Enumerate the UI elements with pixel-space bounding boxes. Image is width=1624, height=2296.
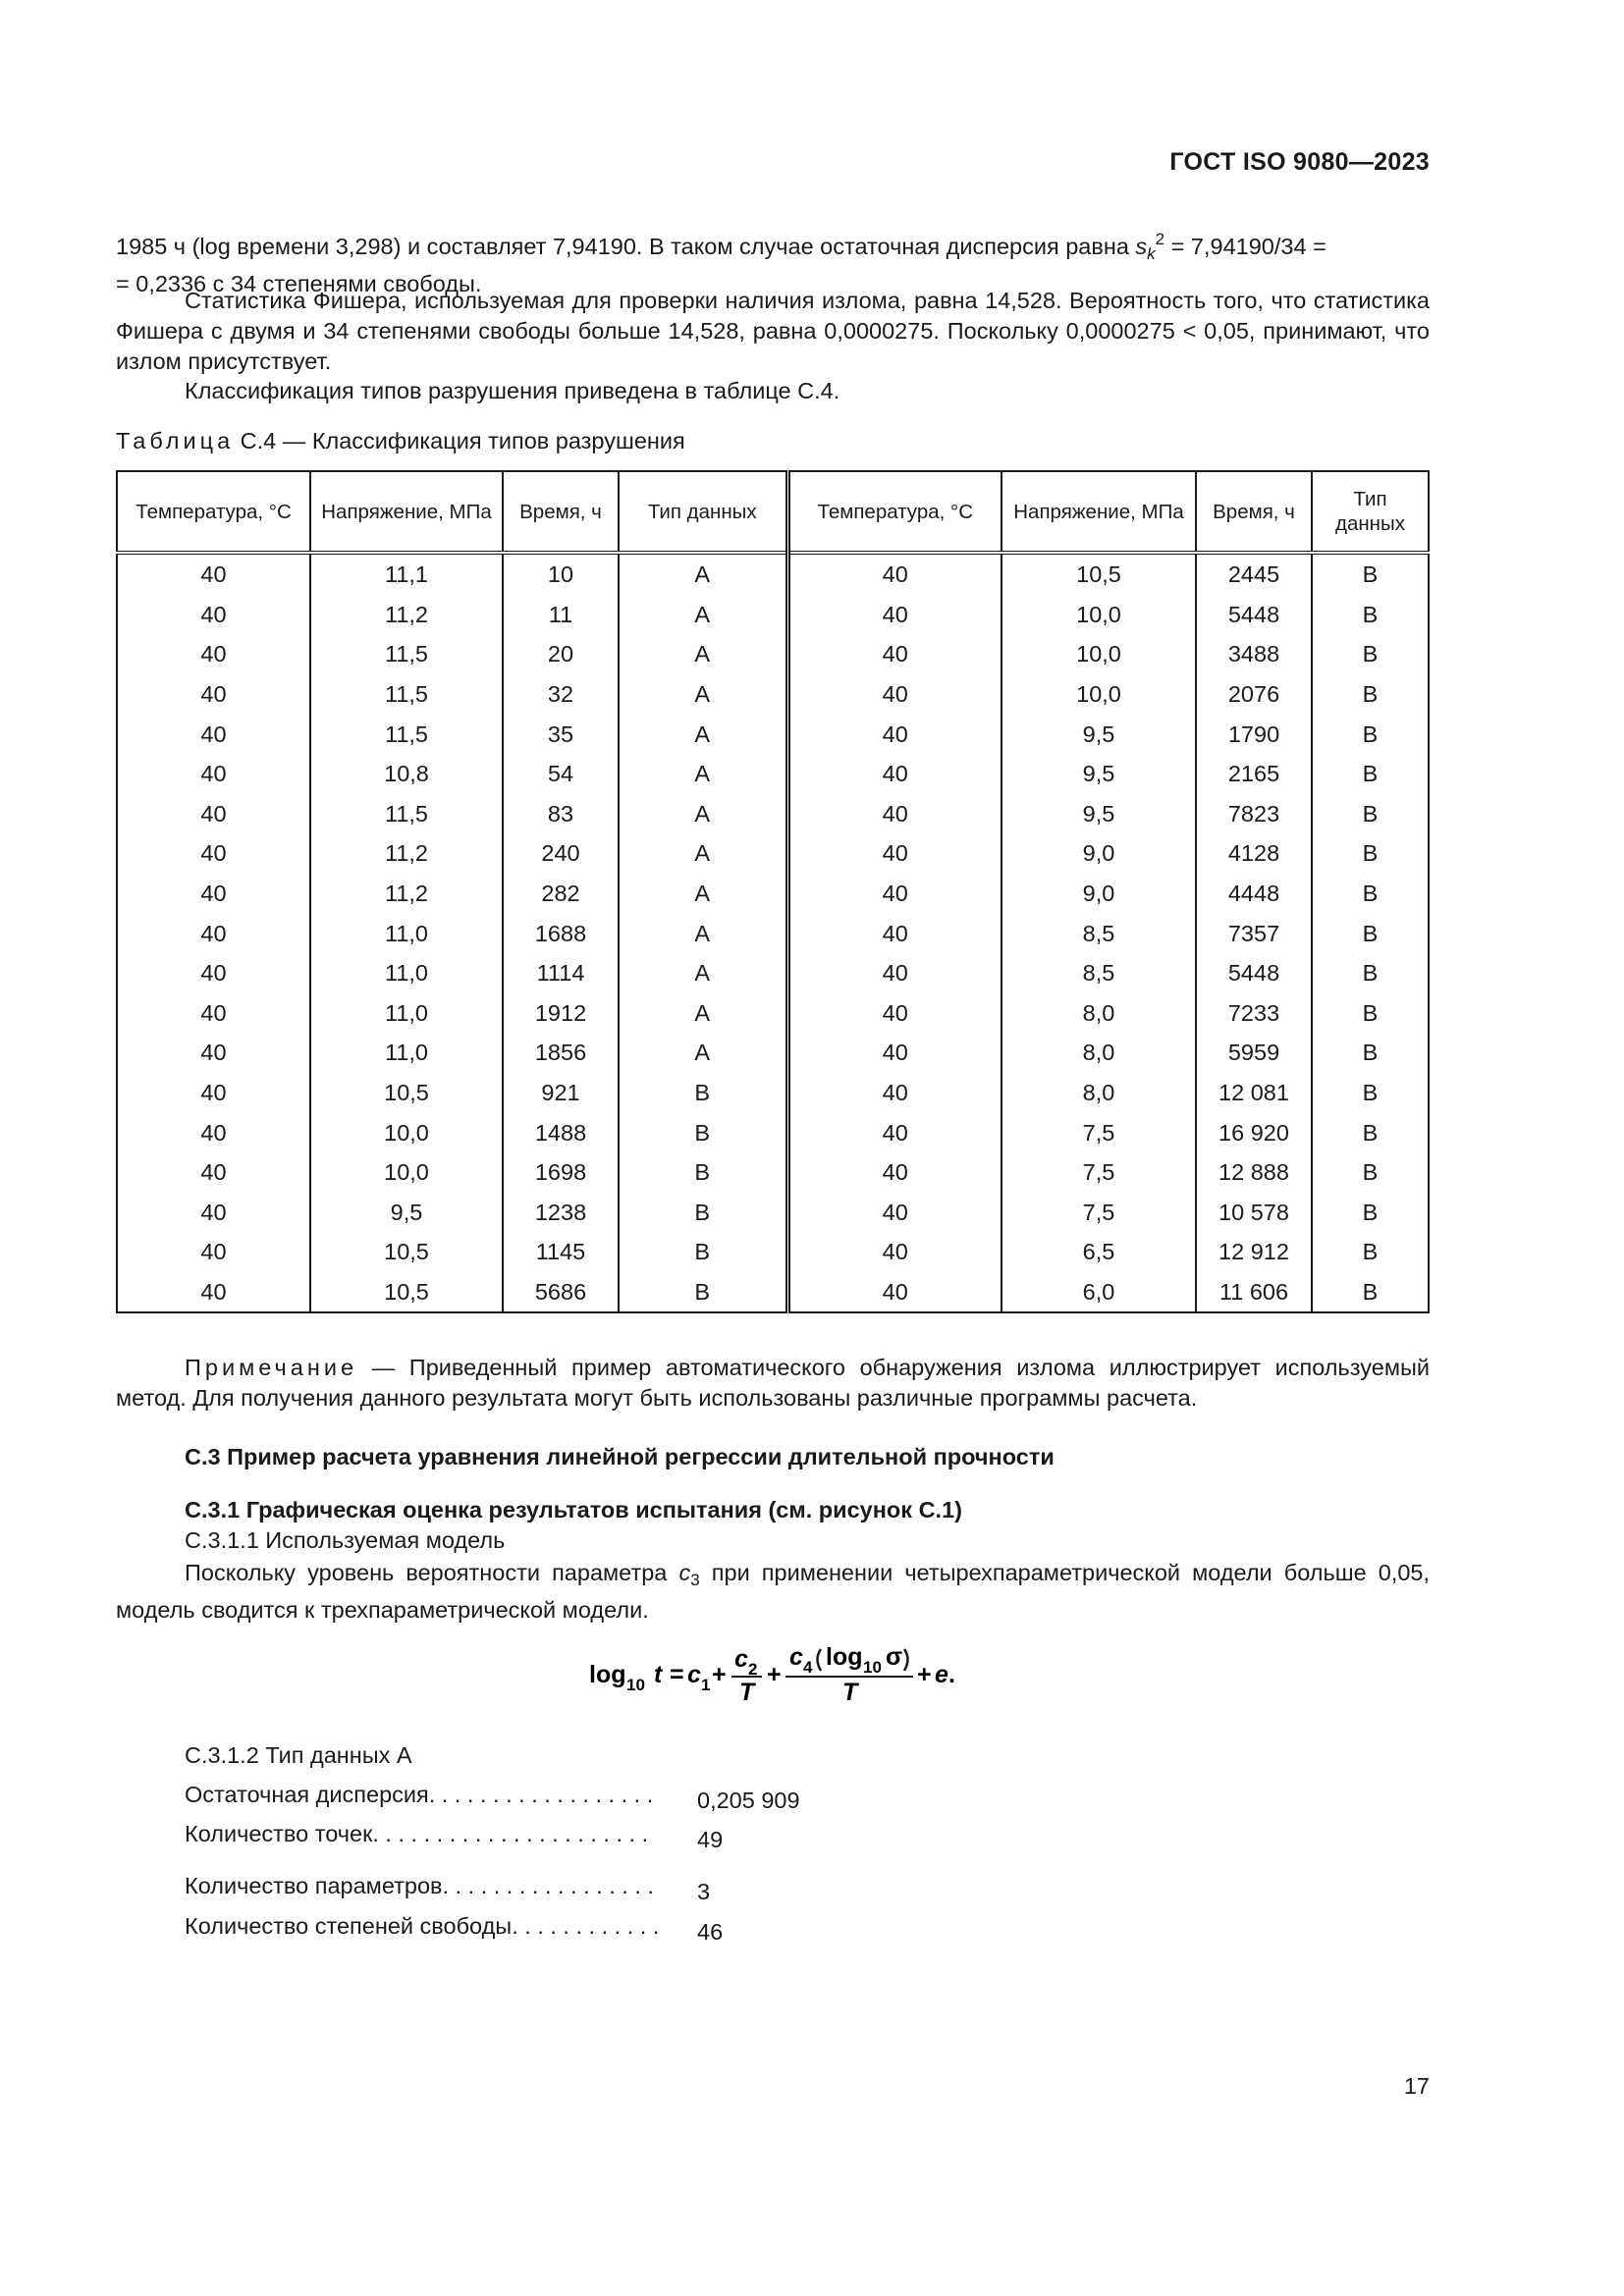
- col-header: Время, ч: [503, 471, 619, 553]
- page-number: 17: [1403, 2073, 1430, 2099]
- table-cell: 11,5: [310, 634, 503, 674]
- table-cell: 40: [787, 953, 1001, 993]
- table-cell: В: [1312, 1272, 1429, 1313]
- table-cell: 40: [787, 1152, 1001, 1193]
- table-cell: 2076: [1196, 674, 1312, 715]
- caption-label: Таблица: [116, 428, 235, 454]
- stat-label: Количество точек. . . . . . . . . . . . . . . . . . . . . .: [185, 1821, 649, 1846]
- table-cell: 9,0: [1001, 833, 1196, 874]
- table-cell: 40: [787, 794, 1001, 834]
- table-cell: В: [619, 1152, 787, 1193]
- stat-row: [185, 1873, 710, 1905]
- table-cell: 40: [787, 595, 1001, 635]
- table-row: [117, 1152, 1429, 1193]
- table-cell: 7357: [1196, 913, 1312, 953]
- table-cell: 9,5: [1001, 754, 1196, 794]
- table-cell: 11,2: [310, 874, 503, 914]
- table-cell: 40: [117, 794, 310, 834]
- table-cell: 9,0: [1001, 874, 1196, 914]
- table-cell: В: [1312, 1193, 1429, 1233]
- table-cell: 40: [787, 1232, 1001, 1272]
- section-c311-heading: С.3.1.1 Используемая модель: [185, 1527, 506, 1553]
- table-cell: 10,5: [310, 1073, 503, 1113]
- table-cell: 10,8: [310, 754, 503, 794]
- table-cell: 2165: [1196, 754, 1312, 794]
- table-cell: В: [1312, 1033, 1429, 1073]
- note: [116, 1353, 1430, 1414]
- para4-text-a: Поскольку уровень вероятности параметра: [185, 1560, 679, 1585]
- table-cell: 40: [117, 714, 310, 754]
- formula-e: e: [935, 1661, 948, 1688]
- table-cell: 40: [117, 674, 310, 715]
- formula-sigma: σ: [886, 1643, 903, 1671]
- table-cell: 40: [117, 833, 310, 874]
- table-cell: 921: [503, 1073, 619, 1113]
- table-cell: А: [619, 833, 787, 874]
- table-row: [117, 833, 1429, 874]
- formula-base2: 10: [863, 1658, 882, 1677]
- table-cell: 10,5: [1001, 553, 1196, 595]
- table-cell: 4128: [1196, 833, 1312, 874]
- table-row: [117, 674, 1429, 715]
- table-cell: 1856: [503, 1033, 619, 1073]
- col-header: Температура, °С: [117, 471, 310, 553]
- table-row: [117, 634, 1429, 674]
- formula-eq: =: [670, 1661, 684, 1688]
- table-cell: 40: [787, 874, 1001, 914]
- table-cell: 5448: [1196, 953, 1312, 993]
- table-cell: А: [619, 674, 787, 715]
- table-row: [117, 714, 1429, 754]
- col-header: Напряжение, МПа: [1001, 471, 1196, 553]
- table-cell: 40: [787, 714, 1001, 754]
- table-row: [117, 553, 1429, 595]
- formula-log: log: [589, 1661, 626, 1688]
- table-cell: А: [619, 1033, 787, 1073]
- table-cell: 9,5: [310, 1193, 503, 1233]
- table-cell: 40: [117, 595, 310, 635]
- table-cell: 2445: [1196, 553, 1312, 595]
- table-cell: 40: [787, 1112, 1001, 1152]
- sup-2: 2: [1155, 230, 1165, 248]
- table-cell: 240: [503, 833, 619, 874]
- table-cell: 40: [117, 1033, 310, 1073]
- formula-c1: c: [687, 1661, 701, 1688]
- table-cell: 7233: [1196, 993, 1312, 1034]
- table-cell: 11,5: [310, 674, 503, 715]
- table-cell: 35: [503, 714, 619, 754]
- document-id: ГОСТ ISO 9080—2023: [1169, 148, 1430, 176]
- formula-T2: T: [842, 1679, 858, 1706]
- table-cell: А: [619, 874, 787, 914]
- table-cell: В: [1312, 913, 1429, 953]
- table-cell: 40: [787, 1033, 1001, 1073]
- regression-formula: [589, 1639, 1041, 1718]
- para1-line2: = 0,2336 с 34 степенями свободы.: [116, 271, 482, 296]
- table-cell: 40: [787, 833, 1001, 874]
- paren-right: [904, 1649, 908, 1671]
- table-row: [117, 953, 1429, 993]
- section-c31-heading: С.3.1 Графическая оценка результатов испытания (см. рисунок С.1): [185, 1497, 962, 1522]
- table-cell: 40: [117, 1272, 310, 1313]
- table-cell: 5959: [1196, 1033, 1312, 1073]
- table-cell: 8,5: [1001, 953, 1196, 993]
- table-row: [117, 754, 1429, 794]
- table-cell: 40: [787, 913, 1001, 953]
- table-cell: 1114: [503, 953, 619, 993]
- table-cell: 40: [787, 754, 1001, 794]
- table-cell: 40: [117, 1232, 310, 1272]
- table-cell: А: [619, 553, 787, 595]
- table-cell: В: [619, 1232, 787, 1272]
- table-cell: В: [1312, 794, 1429, 834]
- table-cell: 16 920: [1196, 1112, 1312, 1152]
- table-cell: А: [619, 993, 787, 1034]
- table-cell: В: [1312, 674, 1429, 715]
- note-label: Примечание: [185, 1355, 358, 1380]
- stat-row: [185, 1821, 723, 1853]
- table-cell: 8,0: [1001, 993, 1196, 1034]
- paragraph-model: [116, 1558, 1430, 1626]
- section-c312-heading: С.3.1.2 Тип данных А: [185, 1742, 412, 1768]
- table-cell: 40: [117, 1193, 310, 1233]
- col-header: Напряжение, МПа: [310, 471, 503, 553]
- table-cell: В: [619, 1073, 787, 1113]
- table-cell: 40: [117, 913, 310, 953]
- formula-c4-sub: 4: [803, 1658, 813, 1677]
- table-row: [117, 1033, 1429, 1073]
- table-cell: 1145: [503, 1232, 619, 1272]
- table-cell: В: [1312, 754, 1429, 794]
- para1-text-a: 1985 ч (log времени 3,298) и составляет 7,94190. В таком случае остаточная дисперсия равна: [116, 234, 1136, 259]
- table-cell: 9,5: [1001, 714, 1196, 754]
- section-c3-heading: С.3 Пример расчета уравнения линейной регрессии длительной прочности: [185, 1444, 1055, 1469]
- table-cell: 3488: [1196, 634, 1312, 674]
- table-cell: 12 081: [1196, 1073, 1312, 1113]
- table-cell: 8,5: [1001, 913, 1196, 953]
- table-cell: В: [1312, 634, 1429, 674]
- table-cell: 1238: [503, 1193, 619, 1233]
- formula-c2: c: [734, 1645, 748, 1673]
- table-cell: В: [1312, 714, 1429, 754]
- table-cell: А: [619, 794, 787, 834]
- table-cell: 1790: [1196, 714, 1312, 754]
- stat-row: [185, 1913, 723, 1946]
- table-cell: 10,0: [310, 1152, 503, 1193]
- table-cell: 40: [787, 1193, 1001, 1233]
- paren-left: [818, 1649, 822, 1671]
- formula-plus1: +: [712, 1661, 727, 1688]
- table-cell: 1488: [503, 1112, 619, 1152]
- table-cell: 5686: [503, 1272, 619, 1313]
- paragraph-fisher: Статистика Фишера, используемая для проверки наличия излома, равна 14,528. Вероятность того, что статистика Фишера с двумя и 34 степенями свободы больше 14,528, равна 0,0000275. Поскольку 0,0000275 < 0,05, принимают, что излом присутствует.: [116, 288, 1430, 374]
- table-cell: А: [619, 595, 787, 635]
- table-cell: 8,0: [1001, 1033, 1196, 1073]
- table-cell: 40: [787, 553, 1001, 595]
- table-cell: В: [1312, 953, 1429, 993]
- table-caption: [116, 428, 685, 454]
- table-cell: 40: [117, 1152, 310, 1193]
- table-cell: 7,5: [1001, 1152, 1196, 1193]
- table-cell: 8,0: [1001, 1073, 1196, 1113]
- table-cell: 11,1: [310, 553, 503, 595]
- table-cell: 10,0: [1001, 634, 1196, 674]
- stat-value: 49: [697, 1827, 724, 1852]
- table-cell: 40: [117, 953, 310, 993]
- table-cell: 7823: [1196, 794, 1312, 834]
- table-row: [117, 1073, 1429, 1113]
- sub-3: 3: [690, 1571, 700, 1589]
- table-cell: 12 888: [1196, 1152, 1312, 1193]
- paragraph-table-ref: Классификация типов разрушения приведена в таблице С.4.: [185, 378, 840, 403]
- table-cell: В: [1312, 595, 1429, 635]
- table-cell: 11,0: [310, 1033, 503, 1073]
- table-row: [117, 874, 1429, 914]
- table-cell: 1698: [503, 1152, 619, 1193]
- table-cell: В: [1312, 1112, 1429, 1152]
- table-cell: 40: [787, 1073, 1001, 1113]
- stat-label: Количество степеней свободы. . . . . . . . . . . .: [185, 1913, 660, 1939]
- formula-dot: .: [948, 1661, 955, 1688]
- table-cell: 6,0: [1001, 1272, 1196, 1313]
- table-cell: 10 578: [1196, 1193, 1312, 1233]
- stat-row: [185, 1782, 800, 1814]
- table-cell: 83: [503, 794, 619, 834]
- table-cell: 40: [787, 674, 1001, 715]
- formula-log2: log: [826, 1643, 863, 1671]
- formula-c2-sub: 2: [748, 1660, 758, 1679]
- table-row: [117, 1232, 1429, 1272]
- table-cell: А: [619, 953, 787, 993]
- table-cell: А: [619, 714, 787, 754]
- table-cell: 11,2: [310, 595, 503, 635]
- table-row: [117, 595, 1429, 635]
- table-cell: 10: [503, 553, 619, 595]
- table-cell: В: [1312, 553, 1429, 595]
- table-row: [117, 1272, 1429, 1313]
- table-cell: 1688: [503, 913, 619, 953]
- stat-value: 0,205 909: [697, 1788, 800, 1813]
- table-row: [117, 1193, 1429, 1233]
- table-cell: В: [619, 1193, 787, 1233]
- table-cell: 40: [117, 993, 310, 1034]
- col-header: Температура, °С: [787, 471, 1001, 553]
- table-cell: В: [619, 1272, 787, 1313]
- table-cell: 6,5: [1001, 1232, 1196, 1272]
- table-cell: В: [1312, 1073, 1429, 1113]
- formula-plus3: +: [917, 1661, 932, 1688]
- table-cell: 5448: [1196, 595, 1312, 635]
- table-cell: 40: [117, 754, 310, 794]
- table-cell: 7,5: [1001, 1193, 1196, 1233]
- table-cell: А: [619, 754, 787, 794]
- table-cell: 11: [503, 595, 619, 635]
- table-row: [117, 794, 1429, 834]
- table-cell: 54: [503, 754, 619, 794]
- formula-c1-sub: 1: [701, 1676, 711, 1694]
- table-cell: 282: [503, 874, 619, 914]
- table-cell: 32: [503, 674, 619, 715]
- stat-value: 46: [697, 1919, 724, 1945]
- table-row: [117, 913, 1429, 953]
- formula-t: t: [654, 1661, 663, 1688]
- table-cell: В: [1312, 1232, 1429, 1272]
- note-text: — Приведенный пример автоматического обнаружения излома иллюстрирует используемый метод. Для получения данного результата могут быть использованы различные программы расчета.: [116, 1355, 1430, 1411]
- table-cell: А: [619, 634, 787, 674]
- table-cell: 11,0: [310, 953, 503, 993]
- var-k: k: [1147, 244, 1156, 263]
- formula-plus2: +: [767, 1661, 782, 1688]
- stat-label: Остаточная дисперсия. . . . . . . . . . . . . . . . . .: [185, 1782, 654, 1807]
- col-header: Тип данных: [619, 471, 787, 553]
- table-cell: 11,0: [310, 993, 503, 1034]
- table-cell: 11,0: [310, 913, 503, 953]
- table-header-row: [117, 471, 1429, 553]
- table-cell: 11 606: [1196, 1272, 1312, 1313]
- table-cell: 11,2: [310, 833, 503, 874]
- table-row: [117, 1112, 1429, 1152]
- table-cell: В: [1312, 993, 1429, 1034]
- table-cell: 40: [787, 993, 1001, 1034]
- table-cell: 40: [787, 634, 1001, 674]
- table-cell: В: [619, 1112, 787, 1152]
- table-cell: 40: [117, 634, 310, 674]
- table-cell: В: [1312, 874, 1429, 914]
- table-cell: 10,0: [1001, 674, 1196, 715]
- table-cell: 10,5: [310, 1272, 503, 1313]
- formula-T1: T: [739, 1679, 755, 1706]
- table-cell: 9,5: [1001, 794, 1196, 834]
- table-cell: 12 912: [1196, 1232, 1312, 1272]
- table-cell: В: [1312, 1152, 1429, 1193]
- table-cell: 40: [117, 874, 310, 914]
- table-cell: 40: [117, 1073, 310, 1113]
- table-cell: 10,0: [1001, 595, 1196, 635]
- table-row: [117, 993, 1429, 1034]
- caption-text: С.4 — Классификация типов разрушения: [234, 428, 685, 454]
- col-header: Тип данных: [1312, 471, 1429, 553]
- table-cell: 7,5: [1001, 1112, 1196, 1152]
- formula-base: 10: [626, 1676, 645, 1694]
- table-cell: А: [619, 913, 787, 953]
- table-cell: 11,5: [310, 714, 503, 754]
- table-cell: 1912: [503, 993, 619, 1034]
- table-cell: 40: [117, 553, 310, 595]
- para4-text-b: при применении четырехпараметрической модели больше 0,05, модель сводится к трехпараметрической модели.: [116, 1560, 1431, 1623]
- formula-c4: c: [789, 1643, 803, 1671]
- col-header: Время, ч: [1196, 471, 1312, 553]
- var-c: c: [678, 1560, 691, 1585]
- fracture-classification-table: [116, 470, 1430, 1313]
- table-cell: 4448: [1196, 874, 1312, 914]
- stat-value: 3: [697, 1879, 711, 1904]
- table-cell: В: [1312, 833, 1429, 874]
- table-cell: 10,5: [310, 1232, 503, 1272]
- var-s: s: [1135, 234, 1148, 259]
- para1-text-b: = 7,94190/34 =: [1164, 234, 1326, 259]
- stat-label: Количество параметров. . . . . . . . . . . . . . . . .: [185, 1873, 654, 1898]
- table-cell: 11,5: [310, 794, 503, 834]
- table-cell: 40: [117, 1112, 310, 1152]
- table-cell: 10,0: [310, 1112, 503, 1152]
- table-cell: 40: [787, 1272, 1001, 1313]
- table-cell: 20: [503, 634, 619, 674]
